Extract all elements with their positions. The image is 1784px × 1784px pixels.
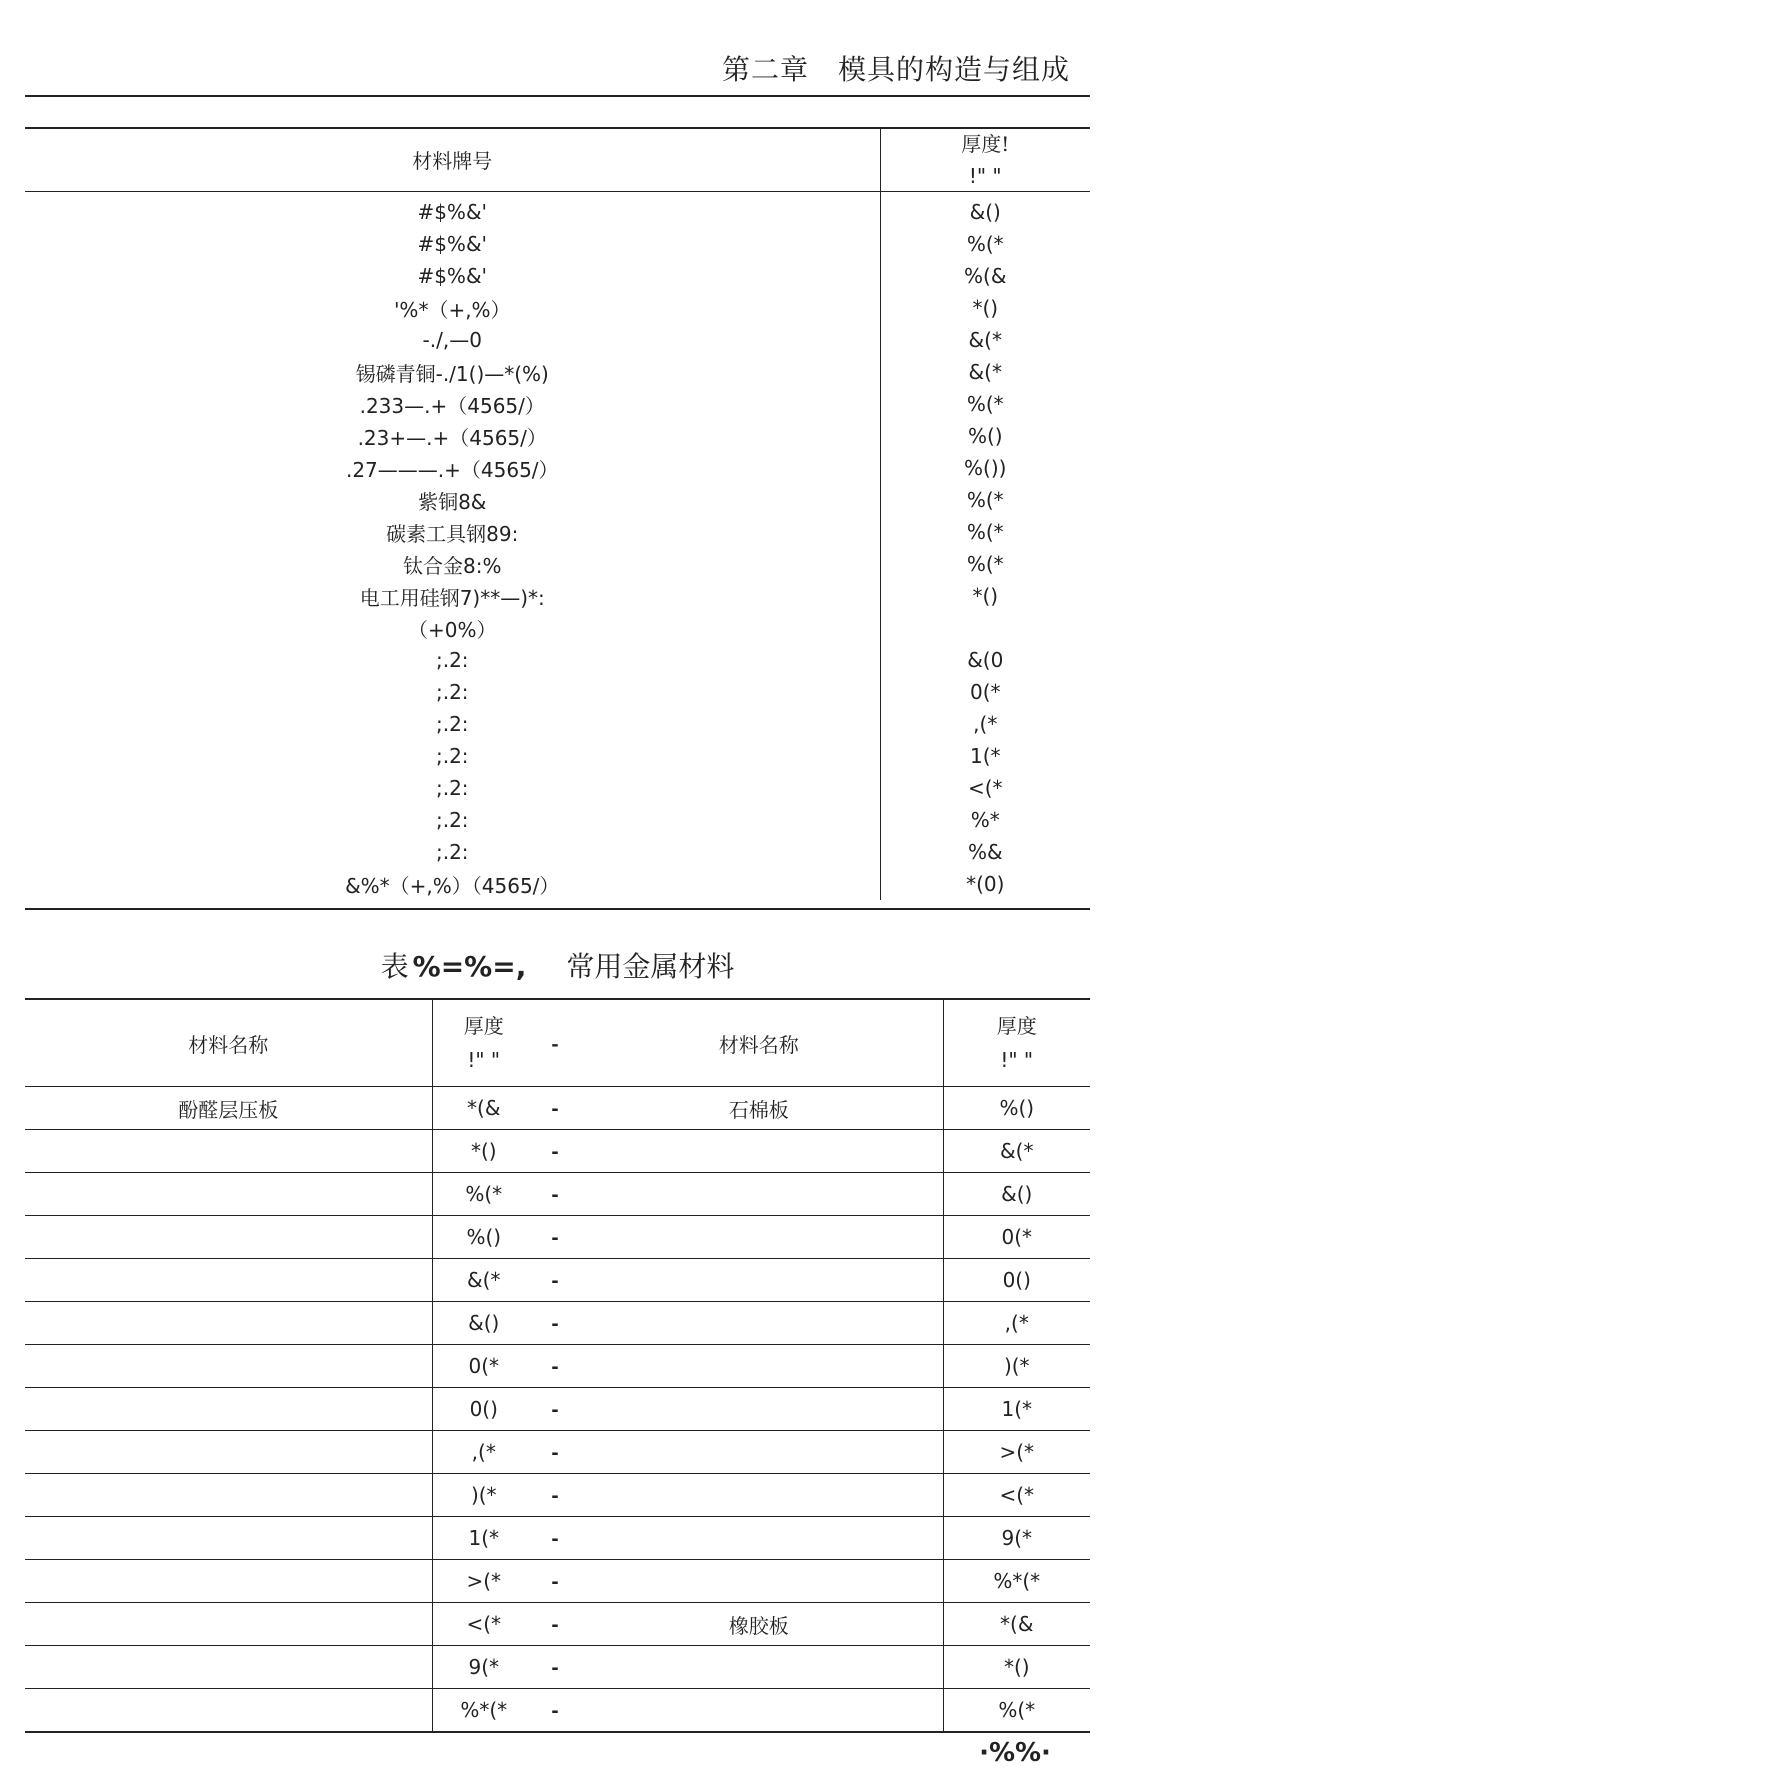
thickness-right: &() [943,1173,1090,1216]
material-grade-cell: （+0%） [408,617,497,642]
table-row [25,836,1090,868]
material-grade-cell: ;.2: [435,840,469,864]
dash-cell [535,1345,575,1388]
table-row [25,548,1090,580]
material-grade-cell: -./,—0 [422,328,482,352]
thickness-cell: <(* [880,772,1090,804]
table1-bottom-rule [25,908,1090,910]
thickness-cell: 1(* [880,740,1090,772]
table-row [25,868,1090,900]
thickness-left: %() [432,1216,535,1259]
table-row [25,740,1090,772]
table-row [25,1345,1090,1388]
dash-cell [535,1130,575,1173]
col-name-left: 材料名称 [188,1032,269,1057]
material-name-right [575,1474,943,1517]
col-thickness-right-line2: !" " [1000,1048,1034,1072]
common-materials-table [25,998,1090,1733]
thickness-left: &(* [432,1259,535,1302]
thickness-left: *(& [432,1087,535,1130]
dash-cell [535,1560,575,1603]
material-name-left [25,1173,432,1216]
material-grade-cell: .233—.+（4565/） [359,393,545,418]
thickness-right: *() [943,1646,1090,1689]
thickness-cell: %() [880,420,1090,452]
table-row [25,1603,1090,1646]
dash-cell [535,1517,575,1560]
table-row [25,516,1090,548]
thickness-right: %(* [943,1689,1090,1733]
thickness-right: 0() [943,1259,1090,1302]
dash-mark: - [551,1486,559,1507]
thickness-cell: 0(* [880,676,1090,708]
thickness-right: %() [943,1087,1090,1130]
table-row [25,1130,1090,1173]
thickness-cell [880,612,1090,644]
thickness-right: *(& [943,1603,1090,1646]
thickness-cell: %(* [880,228,1090,260]
material-name-left [25,1345,432,1388]
thickness-cell: %(* [880,548,1090,580]
material-name-right: 橡胶板 [575,1603,943,1646]
thickness-cell: &(* [880,356,1090,388]
thickness-right: 0(* [943,1216,1090,1259]
col-thickness-left [432,999,535,1087]
table-row [25,484,1090,516]
material-grade-cell: #$%&' [417,264,488,288]
material-name-left [25,1130,432,1173]
caption-title: 常用金属材料 [566,950,735,983]
thickness-cell: %(* [880,388,1090,420]
table-row [25,676,1090,708]
material-grade-cell: ;.2: [435,776,469,800]
table-row [25,1517,1090,1560]
table-row [25,192,1090,229]
material-name-left [25,1474,432,1517]
thickness-cell: ,(* [880,708,1090,740]
page-number: ·%%· [979,1738,1051,1768]
chapter-header: 第二章 模具的构造与组成 [721,53,1070,86]
material-name-left [25,1560,432,1603]
material-name-left [25,1302,432,1345]
material-name-right [575,1388,943,1431]
table-row [25,644,1090,676]
material-grade-cell: #$%&' [417,200,488,224]
thickness-right: ,(* [943,1302,1090,1345]
dash-mark: - [551,1185,559,1206]
table-row [25,1431,1090,1474]
material-grade-cell: 碳素工具钢89: [386,521,519,546]
dash-cell [535,1646,575,1689]
material-name-left [25,1431,432,1474]
thickness-left: %(* [432,1173,535,1216]
material-name-right: 石棉板 [575,1087,943,1130]
material-grade-cell: 紫铜8& [418,489,487,514]
material-name-right [575,1259,943,1302]
table-row [25,1646,1090,1689]
thickness-left: )(* [432,1474,535,1517]
dash-cell [535,1259,575,1302]
thickness-right: >(* [943,1431,1090,1474]
material-grade-cell: 电工用硅钢7)**—)*: [359,585,545,610]
thickness-left: ,(* [432,1431,535,1474]
dash-column-header [535,999,575,1087]
dash-mark: - [551,1529,559,1550]
table-row [25,356,1090,388]
material-name-right [575,1173,943,1216]
dash-cell [535,1603,575,1646]
thickness-right: 1(* [943,1388,1090,1431]
thickness-cell: %(& [880,260,1090,292]
material-grade-cell: ;.2: [435,808,469,832]
material-name-right [575,1689,943,1733]
table-row [25,772,1090,804]
thickness-left: 9(* [432,1646,535,1689]
thickness-left: <(* [432,1603,535,1646]
dash-mark: - [551,1142,559,1163]
col-thickness-left-line2: !" " [467,1048,501,1072]
thickness-left: %*(* [432,1689,535,1733]
dash-mark: - [551,1314,559,1335]
col-material-grade: 材料牌号 [412,148,493,173]
dash-mark: - [551,1658,559,1679]
table-row [25,612,1090,644]
material-grade-cell: .27———.+（4565/） [345,457,559,482]
thickness-left: &() [432,1302,535,1345]
table-row [25,1259,1090,1302]
material-name-left [25,1388,432,1431]
table-row [25,1302,1090,1345]
material-name-left [25,1216,432,1259]
material-name-left: 酚醛层压板 [25,1087,432,1130]
table-row [25,1173,1090,1216]
material-name-right [575,1560,943,1603]
dash-cell [535,1087,575,1130]
table1-header-row [25,127,1090,192]
material-grade-cell: ;.2: [435,712,469,736]
material-name-right [575,1345,943,1388]
table-row [25,1560,1090,1603]
thickness-cell: *() [880,292,1090,324]
header-rule [25,95,1090,97]
table-row [25,324,1090,356]
material-thickness-table [25,127,1090,900]
thickness-left: 0(* [432,1345,535,1388]
thickness-cell: %(* [880,516,1090,548]
dash-mark: - [551,1400,559,1421]
dash-cell [535,1388,575,1431]
thickness-cell: %(* [880,484,1090,516]
table-row [25,580,1090,612]
col-thickness-right [943,999,1090,1087]
thickness-right: )(* [943,1345,1090,1388]
thickness-cell: &(0 [880,644,1090,676]
material-name-right [575,1646,943,1689]
dash-mark: - [551,1099,559,1120]
material-name-left [25,1603,432,1646]
material-grade-cell: #$%&' [417,232,488,256]
material-name-right [575,1216,943,1259]
dash-cell [535,1474,575,1517]
material-name-left [25,1259,432,1302]
table-row [25,1474,1090,1517]
table-row [25,452,1090,484]
dash-mark: - [551,1228,559,1249]
dash-mark: - [551,1034,559,1055]
thickness-cell: %()) [880,452,1090,484]
material-grade-cell: '%*（+,%） [393,297,511,322]
col-thickness-line2: !" " [968,164,1002,188]
material-name-left [25,1517,432,1560]
material-name-left [25,1689,432,1733]
thickness-right: &(* [943,1130,1090,1173]
table-row [25,708,1090,740]
material-grade-cell: ;.2: [435,648,469,672]
col-name-right: 材料名称 [718,1032,799,1057]
thickness-left: *() [432,1130,535,1173]
dash-mark: - [551,1271,559,1292]
thickness-left: 0() [432,1388,535,1431]
material-name-right [575,1517,943,1560]
dash-mark: - [551,1443,559,1464]
table-row [25,292,1090,324]
material-grade-cell: &%*（+,%）（4565/） [345,873,560,898]
material-name-right [575,1302,943,1345]
dash-cell [535,1216,575,1259]
thickness-right: %*(* [943,1560,1090,1603]
dash-cell [535,1689,575,1733]
material-grade-cell: 钛合金8:% [403,553,502,578]
material-name-left [25,1646,432,1689]
table-caption [25,945,1090,985]
material-name-right [575,1130,943,1173]
table-row [25,260,1090,292]
material-grade-cell: .23+—.+（4565/） [357,425,547,450]
table-row [25,228,1090,260]
table-row [25,804,1090,836]
dash-mark: - [551,1572,559,1593]
material-grade-cell: 锡磷青铜-./1()—*(%) [355,361,549,386]
thickness-cell: %& [880,836,1090,868]
col-thickness-left-line1: 厚度 [463,1014,504,1038]
table-row [25,1388,1090,1431]
material-name-right [575,1431,943,1474]
dash-cell [535,1173,575,1216]
dash-mark: - [551,1615,559,1636]
dash-mark: - [551,1357,559,1378]
dash-cell [535,1431,575,1474]
col-thickness-right-line1: 厚度 [996,1014,1037,1038]
thickness-cell: *() [880,580,1090,612]
caption-number: %=%=, [412,950,527,983]
table-row [25,1689,1090,1733]
thickness-right: 9(* [943,1517,1090,1560]
table2-header-row [25,999,1090,1087]
dash-mark: - [551,1701,559,1722]
caption-prefix: 表 [380,950,409,983]
thickness-right: <(* [943,1474,1090,1517]
thickness-cell: &(* [880,324,1090,356]
thickness-cell: &() [880,192,1090,229]
table-row [25,388,1090,420]
thickness-cell: *(0) [880,868,1090,900]
thickness-left: 1(* [432,1517,535,1560]
col-thickness [880,127,1090,192]
table-row [25,420,1090,452]
thickness-left: >(* [432,1560,535,1603]
col-thickness-line1: 厚度! [961,132,1010,156]
dash-cell [535,1302,575,1345]
table-row [25,1216,1090,1259]
thickness-cell: %* [880,804,1090,836]
material-grade-cell: ;.2: [435,680,469,704]
material-grade-cell: ;.2: [435,744,469,768]
table-row [25,1087,1090,1130]
